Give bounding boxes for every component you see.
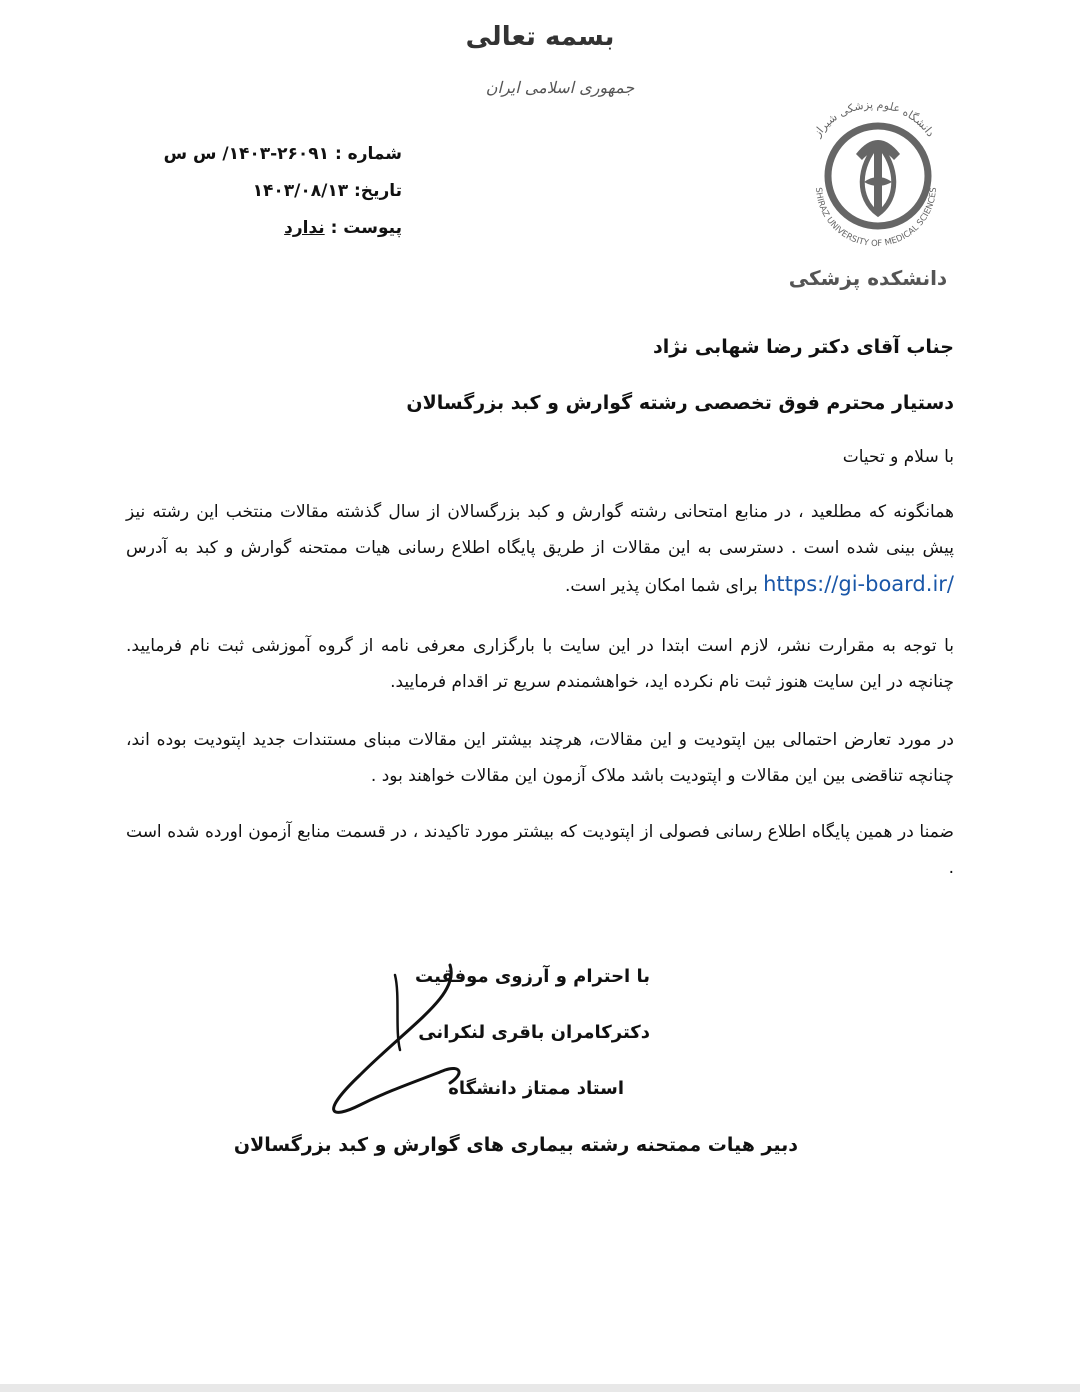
signer-name: دکترکامران باقری لنکرانی [418,1022,650,1043]
attachment-value: ندارد [284,218,325,238]
header-subtitle: جمهوری اسلامی ایران [485,78,635,97]
logo-arc-text-en: SHIRAZ UNIVERSITY OF MEDICAL SCIENCES [812,186,940,250]
signer-position: دبیر هیات ممتحنه رشته بیماری های گوارش و کبد بزرگسالان [233,1134,798,1156]
paragraph-2: با توجه به مقرارت نشر، لازم است ابتدا در این سایت با بارگزاری معرفی نامه از گروه آموزشی ثبت نام فرمایید. چنانچه در این سایت هنوز ثبت نام نکرده اید، خواهشمندم سریع تر اقدام فرمایید. [126,636,954,692]
paragraph-1-text-a: همانگونه که مطلعید ، در منابع امتحانی رشته گوارش و کبد بزرگسالان از سال گذشته مقالات منتخب این رشته نیز پیش بینی شده است . دسترسی به این مقالات از طریق پایگاه اطلاع رسانی هیات ممتحنه گوارش و کبد به آدرس [126,502,954,558]
attachment-label: پیوست : [324,218,402,238]
closing-line: با احترام و آرزوی موفقیت [415,966,650,987]
paragraph-1 [126,494,954,604]
paragraph-4: ضمنا در همین پایگاه اطلاع رسانی فصولی از اپتودیت که بیشتر مورد تاکیدند ، در قسمت منابع آزمون اورده شده است . [126,822,954,878]
signer-title: استاد ممتاز دانشگاه [448,1078,624,1099]
letter-date: تاریخ: ۱۴۰۳/۰۸/۱۳ [252,181,402,201]
logo-caption: دانشکده پزشکی [788,266,948,290]
letter-attachment [284,218,402,238]
recipient-role: دستیار محترم فوق تخصصی رشته گوارش و کبد بزرگسالان [406,392,954,414]
header-title: بسمه تعالی [465,22,615,52]
greeting: با سلام و تحیات [842,447,954,467]
recipient-name: جناب آقای دکتر رضا شهابی نژاد [653,336,954,358]
svg-text:دانشگاه علوم پزشکی شیراز [810,98,937,140]
bottom-divider [0,1384,1080,1392]
paragraph-1-text-b: برای شما امکان پذیر است. [564,576,764,596]
paragraph-3: در مورد تعارض احتمالی بین اپتودیت و این مقالات، هرچند بیشتر این مقالات مبنای مستندات جدید اپتودیت بوده اند، چنانچه تناقضی بین این مقالات و اپتودیت باشد ملاک آزمون این مقالات خواهند بود . [126,730,954,786]
logo-arc-text-fa: دانشگاه علوم پزشکی شیراز [810,97,938,140]
letter-number: شماره : ۲۶۰۹۱-۱۴۰۳/ س س [163,144,402,164]
gi-board-link[interactable]: https://gi-board.ir/ [763,572,954,596]
university-logo-icon [786,86,962,262]
